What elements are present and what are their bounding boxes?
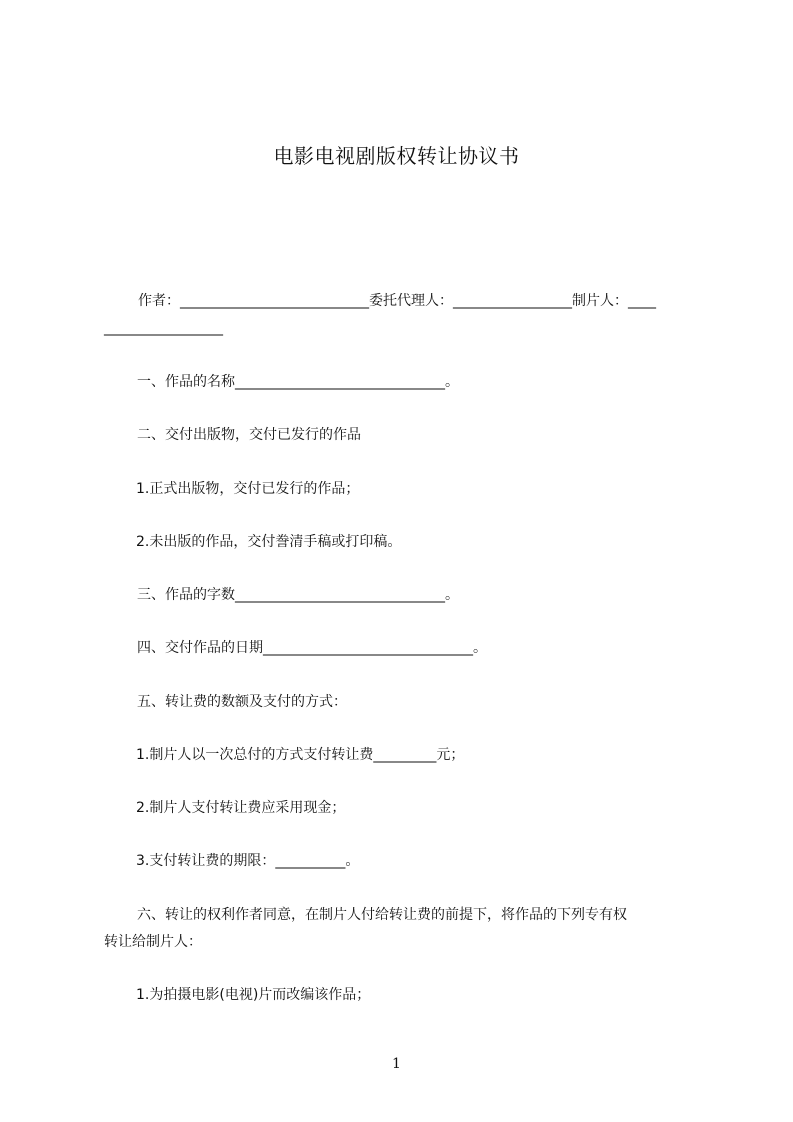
parties-line: 作者：___________________________委托代理人：_________________制片人：____ bbox=[138, 293, 656, 309]
section-work-name: 一、作品的名称______________________________。 bbox=[137, 374, 459, 390]
section-rights-continued: 转让给制片人： bbox=[104, 934, 202, 950]
section-delivery-item-1: 1.正式出版物，交付已发行的作品； bbox=[136, 481, 360, 497]
section-word-count: 三、作品的字数______________________________。 bbox=[137, 587, 459, 603]
section-fee-item-1: 1.制片人以一次总付的方式支付转让费_________元； bbox=[136, 747, 465, 763]
page-number: 1 bbox=[392, 1056, 401, 1072]
section-delivery: 二、交付出版物，交付已发行的作品 bbox=[137, 427, 361, 443]
document-title: 电影电视剧版权转让协议书 bbox=[273, 144, 520, 168]
section-fee-item-2: 2.制片人支付转让费应采用现金； bbox=[136, 800, 346, 816]
section-fee-item-3: 3.支付转让费的期限：__________。 bbox=[136, 853, 360, 869]
parties-line-continued: _________________ bbox=[104, 320, 223, 336]
section-delivery-item-2: 2.未出版的作品，交付誊清手稿或打印稿。 bbox=[136, 534, 402, 550]
section-delivery-date: 四、交付作品的日期______________________________。 bbox=[137, 640, 487, 656]
section-fee: 五、转让费的数额及支付的方式： bbox=[137, 694, 347, 710]
section-rights: 六、转让的权利作者同意，在制片人付给转让费的前提下，将作品的下列专有权 bbox=[137, 907, 627, 923]
section-rights-item-1: 1.为拍摄电影(电视)片而改编该作品； bbox=[136, 987, 371, 1003]
